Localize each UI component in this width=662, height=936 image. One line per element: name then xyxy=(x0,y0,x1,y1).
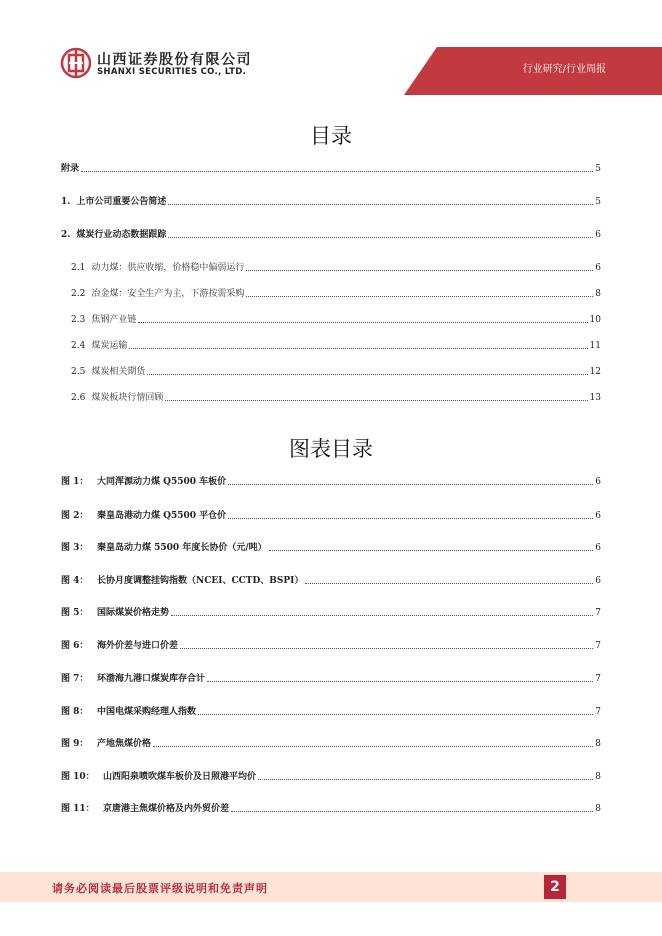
leader-dots xyxy=(207,680,593,682)
figure-item-page: 8 xyxy=(595,772,601,782)
leader-dots xyxy=(269,549,594,551)
leader-dots xyxy=(165,399,587,401)
figure-item-label: 秦皇岛动力煤 5500 年度长协价（元/吨） xyxy=(97,543,267,553)
figure-item-label: 长协月度调整挂钩指数（NCEI、CCTD、BSPI） xyxy=(97,576,304,586)
toc-item-label: 焦钢产业链 xyxy=(91,315,137,325)
figure-item[interactable] xyxy=(61,573,601,587)
leader-dots xyxy=(228,483,593,485)
leader-dots xyxy=(153,745,593,747)
page-footer xyxy=(0,872,662,902)
figure-item-number: 图 9： xyxy=(61,739,89,749)
leader-dots xyxy=(305,582,593,584)
figure-item-page: 7 xyxy=(595,608,601,618)
figure-item-label: 产地焦煤价格 xyxy=(97,739,152,749)
company-logo-icon xyxy=(60,47,92,79)
toc-item-page: 13 xyxy=(589,393,601,403)
toc-item[interactable] xyxy=(61,161,601,175)
toc-subitem[interactable] xyxy=(71,260,601,274)
leader-dots xyxy=(138,321,587,323)
figure-item[interactable] xyxy=(61,540,601,554)
report-category: 行业研究/行业周报 xyxy=(522,64,606,75)
figure-item[interactable] xyxy=(61,671,601,685)
toc-item-label: 煤炭运输 xyxy=(91,341,128,351)
figure-item-page: 8 xyxy=(595,804,601,814)
figure-item-page: 7 xyxy=(595,641,601,651)
toc-item-page: 6 xyxy=(595,263,601,273)
toc-item-label: 动力煤：供应收缩，价格稳中偏弱运行 xyxy=(91,263,245,273)
figure-item-label: 秦皇岛港动力煤 Q5500 平仓价 xyxy=(97,511,227,521)
toc-item-number: 2.4 xyxy=(71,341,86,351)
toc-item-number: 2.2 xyxy=(71,289,86,299)
figure-item-label: 海外价差与进口价差 xyxy=(97,641,179,651)
leader-dots xyxy=(231,810,593,812)
leader-dots xyxy=(171,614,593,616)
figure-item-label: 大同浑源动力煤 Q5500 车板价 xyxy=(97,477,227,487)
toc-item[interactable] xyxy=(61,194,601,208)
figure-item[interactable] xyxy=(61,704,601,718)
leader-dots xyxy=(81,170,593,172)
figure-item-number: 图 4： xyxy=(61,576,89,586)
toc-item[interactable] xyxy=(61,227,601,241)
leader-dots xyxy=(147,373,587,375)
leader-dots xyxy=(168,236,593,238)
toc-item-page: 5 xyxy=(595,197,601,207)
company-name-en: SHANXI SECURITIES CO., LTD. xyxy=(97,67,247,77)
figure-item-label: 国际煤炭价格走势 xyxy=(97,608,170,618)
toc-title: 目录 xyxy=(310,124,352,148)
figure-item[interactable] xyxy=(61,638,601,652)
figure-item-page: 6 xyxy=(595,511,601,521)
figure-item-number: 图 11： xyxy=(61,804,95,814)
figure-item-number: 图 6： xyxy=(61,641,89,651)
toc-item-number: 1. xyxy=(61,197,71,207)
leader-dots xyxy=(258,778,593,780)
toc-item-page: 10 xyxy=(589,315,601,325)
figure-item-number: 图 10： xyxy=(61,772,95,782)
leader-dots xyxy=(198,713,593,715)
figure-item-label: 山西阳泉喷吹煤车板价及日照港平均价 xyxy=(103,772,257,782)
toc-item-number: 2.3 xyxy=(71,315,86,325)
leader-dots xyxy=(180,647,593,649)
figure-item-label: 京唐港主焦煤价格及内外贸价差 xyxy=(103,804,230,814)
leader-dots xyxy=(246,269,593,271)
toc-item-number: 2.5 xyxy=(71,367,86,377)
toc-item-label: 煤炭行业动态数据跟踪 xyxy=(76,230,167,240)
leader-dots xyxy=(168,203,593,205)
figure-item[interactable] xyxy=(61,474,601,488)
toc-item-page: 6 xyxy=(595,230,601,240)
company-name-cn: 山西证券股份有限公司 xyxy=(97,52,252,68)
toc-item-label: 上市公司重要公告简述 xyxy=(76,197,167,207)
toc-item-label: 煤炭板块行情回顾 xyxy=(91,393,164,403)
figure-item[interactable] xyxy=(61,801,601,815)
toc-subitem[interactable] xyxy=(71,338,601,352)
toc-subitem[interactable] xyxy=(71,312,601,326)
figure-item-number: 图 7： xyxy=(61,674,89,684)
figure-item-page: 6 xyxy=(595,543,601,553)
figure-item[interactable] xyxy=(61,605,601,619)
toc-subitem[interactable] xyxy=(71,364,601,378)
figure-item[interactable] xyxy=(61,736,601,750)
figure-item-number: 图 1： xyxy=(61,477,89,487)
page-header xyxy=(0,0,662,95)
toc-subitem[interactable] xyxy=(71,390,601,404)
toc-item-page: 5 xyxy=(595,164,601,174)
figure-item[interactable] xyxy=(61,508,601,522)
toc-item-number: 2.1 xyxy=(71,263,86,273)
toc-item-label: 附录 xyxy=(61,164,80,174)
figure-item-label: 环渤海九港口煤炭库存合计 xyxy=(97,674,206,684)
toc-item-label: 冶金煤：安全生产为主，下游按需采购 xyxy=(91,289,245,299)
figure-item-label: 中国电煤采购经理人指数 xyxy=(97,707,197,717)
header-band xyxy=(0,0,662,95)
figure-item-number: 图 5： xyxy=(61,608,89,618)
leader-dots xyxy=(129,347,587,349)
figure-item[interactable] xyxy=(61,769,601,783)
toc-item-label: 煤炭相关期货 xyxy=(91,367,146,377)
toc-item-number: 2.6 xyxy=(71,393,86,403)
figures-title: 图表目录 xyxy=(289,437,373,461)
figure-item-number: 图 3： xyxy=(61,543,89,553)
disclaimer-notice: 请务必阅读最后股票评级说明和免责声明 xyxy=(52,882,268,895)
toc-item-page: 12 xyxy=(589,367,601,377)
leader-dots xyxy=(228,517,593,519)
figure-item-page: 7 xyxy=(595,707,601,717)
figure-item-page: 7 xyxy=(595,674,601,684)
leader-dots xyxy=(246,295,593,297)
figure-item-page: 6 xyxy=(595,477,601,487)
toc-item-page: 11 xyxy=(589,341,601,351)
toc-item-number: 2. xyxy=(61,230,71,240)
figure-item-number: 图 2： xyxy=(61,511,89,521)
figure-item-page: 6 xyxy=(595,576,601,586)
page-number: 2 xyxy=(544,875,566,899)
figure-item-page: 8 xyxy=(595,739,601,749)
toc-item-page: 8 xyxy=(595,289,601,299)
toc-subitem[interactable] xyxy=(71,286,601,300)
figure-item-number: 图 8： xyxy=(61,707,89,717)
